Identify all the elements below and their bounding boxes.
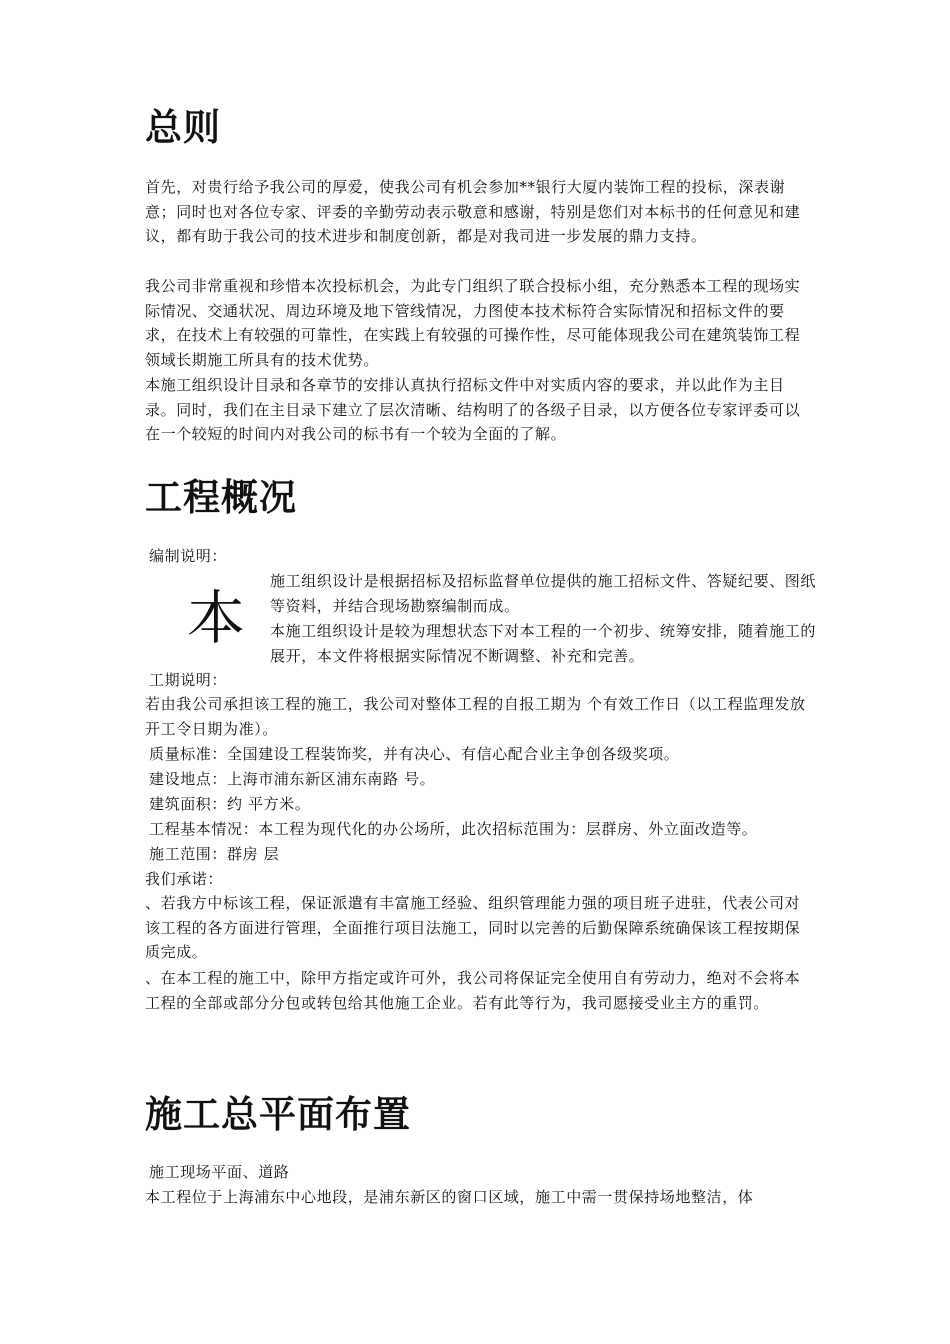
section-heading-layout: 施工总平面布置 [145,1093,411,1136]
text-line: 建设地点：上海市浦东新区浦东南路 号。 [149,770,436,788]
text-line: 质量标准：全国建设工程装饰奖，并有决心、有信心配合业主争创各级奖项。 [149,745,680,763]
dropcap-paragraph: 本施工组织设计是较为理想状态下对本工程的一个初步、统筹安排，随着施工的展开，本文件将根据实际情况不断调整、补充和完善。 [270,622,817,665]
paragraph: 、在本工程的施工中，除甲方指定或许可外，我公司将保证完全使用自有劳动力，绝对不会将本工程的全部或部分分包或转包给其他施工企业。若有此等行为，我司愿接受业主方的重罚。 [145,969,801,1012]
text-line: 建筑面积：约 平方米。 [149,795,311,813]
label-line: 施工现场平面、道路 [149,1163,290,1181]
paragraph: 本施工组织设计目录和各章节的安排认真执行招标文件中对实质内容的要求，并以此作为主目录。同时，我们在主目录下建立了层次清晰、结构明了的各级子目录，以方便各位专家评委可以在一个较短的时间内对我公司的标书有一个较为全面的了解。 [145,376,801,443]
dropcap-paragraph: 施工组织设计是根据招标及招标监督单位提供的施工招标文件、答疑纪要、图纸等资料，并结合现场勘察编制而成。 [270,572,817,615]
text-line: 工程基本情况：本工程为现代化的办公场所，此次招标范围为：层群房、外立面改造等。 [149,820,758,838]
section-heading-overview: 工程概况 [145,476,297,519]
paragraph: 若由我公司承担该工程的施工，我公司对整体工程的自报工期为 个有效工作日（以工程监理发放开工令日期为准）。 [145,695,806,738]
text-line: 施工范围：群房 层 [149,845,280,863]
paragraph: 我公司非常重视和珍惜本次投标机会，为此专门组织了联合投标小组，充分熟悉本工程的现场实际情况、交通状况、周边环境及地下管线情况，力图使本技术标符合实际情况和招标文件的要求，在技术上有较强的可靠性，在实践上有较强的可操作性，尽可能体现我公司在建筑装饰工程领域长期施工所具有的技术优势。 [145,277,801,369]
section-heading-general: 总则 [145,106,221,149]
paragraph: 首先，对贵行给予我公司的厚爱，使我公司有机会参加**银行大厦内装饰工程的投标，深表谢意；同时也对各位专家、评委的辛勤劳动表示敬意和感谢，特别是您们对本标书的任何意见和建议，都有助于我公司的技术进步和制度创新，都是对我司进一步发展的鼎力支持。 [145,178,801,245]
text-line: 本工程位于上海浦东中心地段，是浦东新区的窗口区域，施工中需一贯保持场地整洁，体 [145,1188,754,1206]
text-line: 我们承诺： [145,870,224,888]
paragraph: 、若我方中标该工程，保证派遣有丰富施工经验、组织管理能力强的项目班子进驻，代表公司对该工程的各方面进行管理，全面推行项目法施工，同时以完善的后勤保障系统确保该工程按期保质完成。 [145,894,801,961]
label-line: 工期说明： [149,671,228,689]
label-line: 编制说明： [149,547,228,565]
drop-cap: 本 [187,584,246,652]
